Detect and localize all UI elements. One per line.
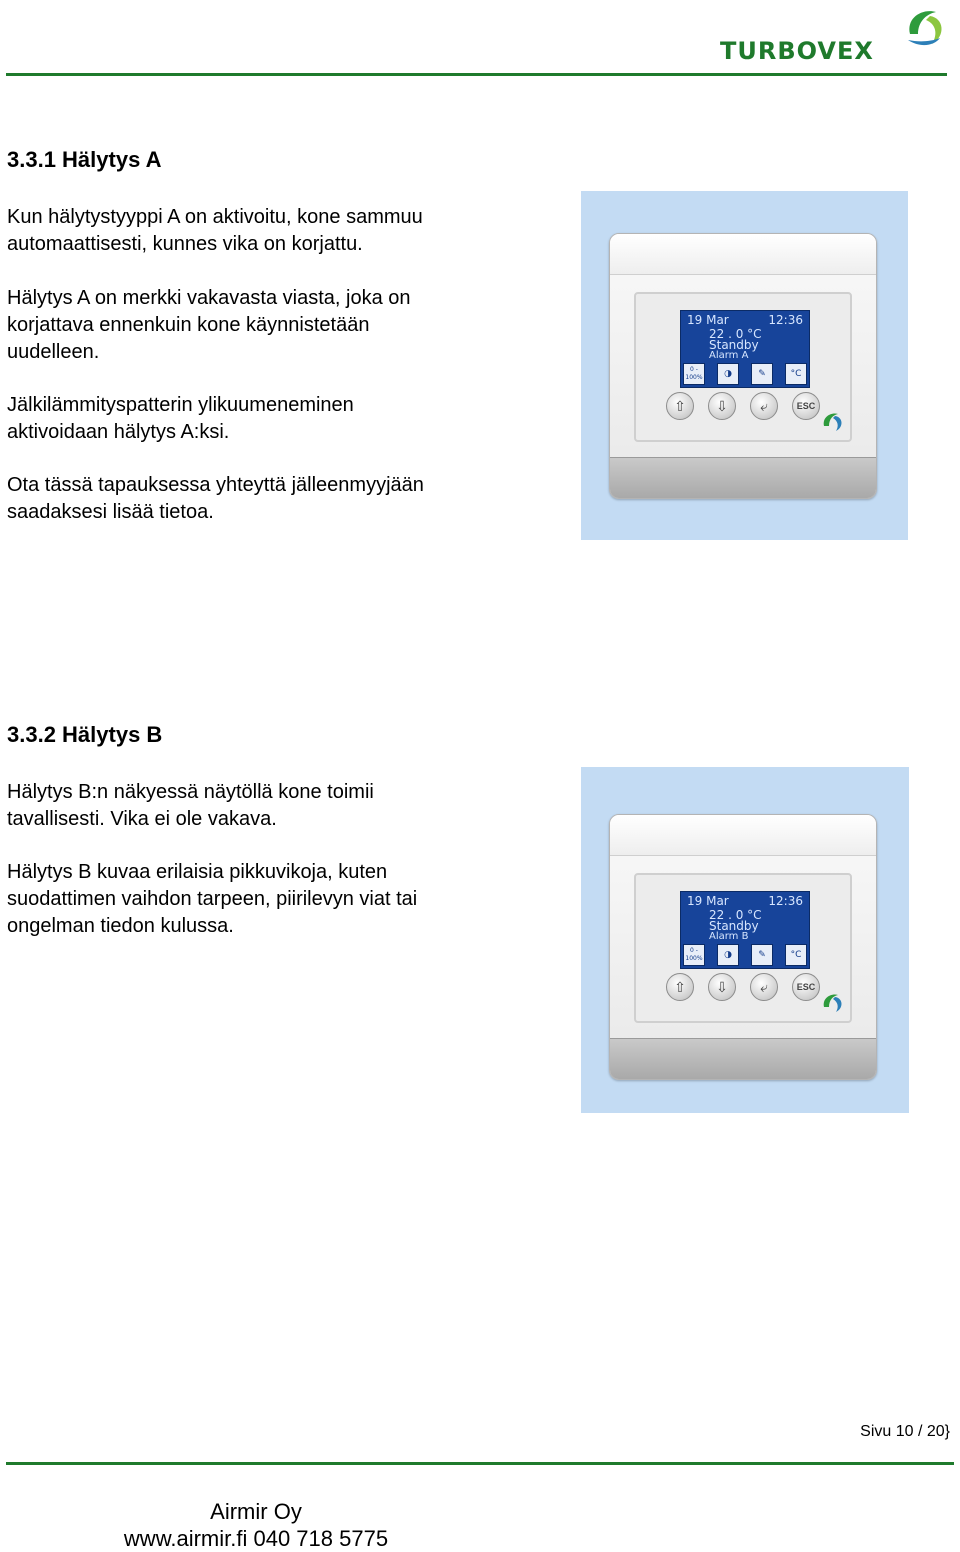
section-a-paragraph-1: Kun hälytystyyppi A on aktivoitu, kone sammuu automaattisesti, kunnes vika on korjattu. [7,206,423,255]
page-number: Sivu 10 / 20} [860,1423,950,1440]
display-date: 19 Mar [687,313,729,327]
mini-swirl-icon [820,410,844,434]
control-panel-face [634,292,852,442]
down-arrow-icon[interactable]: ⇩ [708,973,736,1001]
footer-rule [6,1462,954,1465]
service-wrench-icon: ✎ [751,363,773,385]
section-b-paragraph-1: Hälytys B:n näkyessä näytöllä kone toimii tavallisesti. Vika ei ole vakava. [7,781,374,830]
device-image-alarm-b [581,767,909,1113]
esc-icon[interactable]: ESC [792,392,820,420]
display-mode: Standby [709,338,759,352]
section-b-paragraph-2: Hälytys B kuvaa erilaisia pikkuvikoja, kuten suodattimen vaihdon tarpeen, piirilevyn viat tai ongelman tiedon kulussa. [7,861,418,937]
section-a-paragraph-3: Jälkilämmityspatterin ylikuumeneminen aktivoidaan hälytys A:ksi. [7,394,354,443]
display-icon-row [683,944,807,966]
night-mode-icon: ◑ [717,944,739,966]
turbovex-logo [718,4,948,68]
logo-wordmark: TURBOVEX [720,37,874,65]
section-a-heading: 3.3.1 Hälytys A [7,147,162,172]
fan-speed-icon: 0 - 100% [683,363,705,385]
up-arrow-icon[interactable]: ⇧ [666,973,694,1001]
mini-swirl-icon [820,991,844,1015]
display-mode: Standby [709,919,759,933]
display-screen [680,310,810,388]
service-wrench-icon: ✎ [751,944,773,966]
temperature-icon: °C [785,944,807,966]
enter-icon[interactable]: ⤶ [750,392,778,420]
display-temperature: 22 . 0 °C [709,327,762,341]
footer-company: Airmir Oy [210,1499,302,1524]
display-alarm: Alarm A [709,350,749,361]
fan-speed-icon: 0 - 100% [683,944,705,966]
control-panel [609,233,877,499]
display-temperature: 22 . 0 °C [709,908,762,922]
device-image-alarm-a [581,191,908,540]
temperature-icon: °C [785,363,807,385]
display-alarm: Alarm B [709,931,749,942]
night-mode-icon: ◑ [717,363,739,385]
enter-icon[interactable]: ⤶ [750,973,778,1001]
section-a-paragraph-4: Ota tässä tapauksessa yhteyttä jälleenmyyjään saadaksesi lisää tietoa. [7,474,424,523]
leaf-swirl-icon [900,4,946,50]
down-arrow-icon[interactable]: ⇩ [708,392,736,420]
header-rule [6,73,947,76]
display-icon-row [683,363,807,385]
esc-icon[interactable]: ESC [792,973,820,1001]
display-screen [680,891,810,969]
up-arrow-icon[interactable]: ⇧ [666,392,694,420]
footer-contact: www.airmir.fi 040 718 5775 [123,1526,389,1551]
display-time: 12:36 [768,313,803,327]
section-a-paragraph-2: Hälytys A on merkki vakavasta viasta, joka on korjattava ennenkuin kone käynnistetään uudelleen. [7,287,411,363]
section-b-heading: 3.3.2 Hälytys B [7,722,163,747]
control-panel [609,814,877,1080]
display-time: 12:36 [768,894,803,908]
display-date: 19 Mar [687,894,729,908]
control-panel-face [634,873,852,1023]
